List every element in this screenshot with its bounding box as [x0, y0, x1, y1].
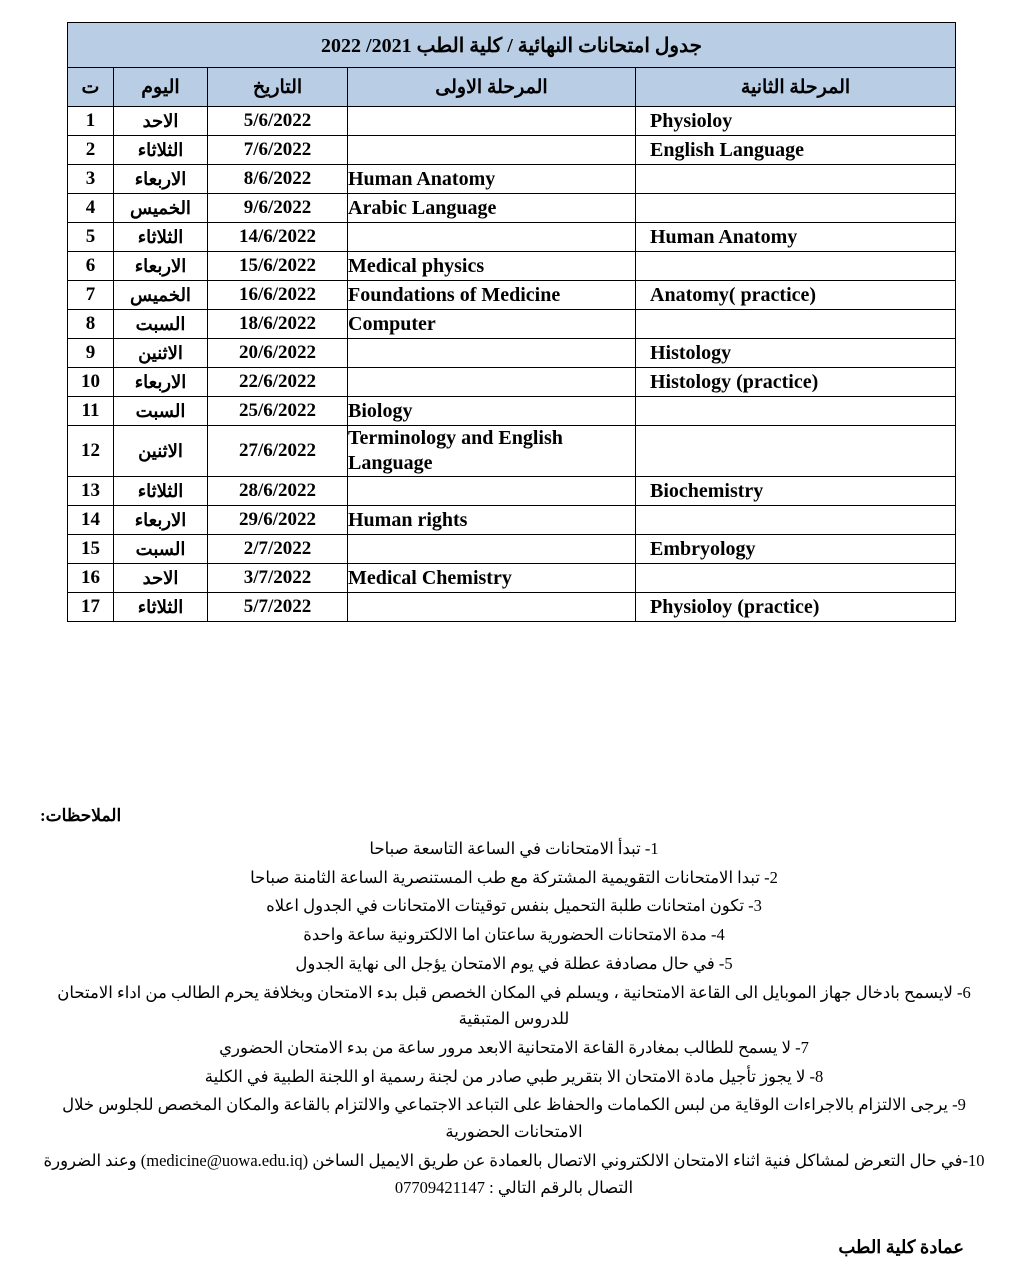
cell-date: 27/6/2022: [208, 426, 348, 477]
cell-stage1: [348, 593, 636, 622]
table-row: [67, 281, 955, 310]
cell-stage2: Histology: [636, 339, 956, 368]
cell-date: 20/6/2022: [208, 339, 348, 368]
cell-number: 3: [67, 165, 113, 194]
table-row: [67, 165, 955, 194]
cell-stage2: Anatomy( practice): [636, 281, 956, 310]
cell-date: 16/6/2022: [208, 281, 348, 310]
table-row: [67, 310, 955, 339]
cell-number: 2: [67, 136, 113, 165]
table-row: [67, 593, 955, 622]
cell-stage2: Human Anatomy: [636, 223, 956, 252]
cell-day: الاثنين: [114, 426, 208, 477]
table-row: [67, 506, 955, 535]
cell-date: 29/6/2022: [208, 506, 348, 535]
table-row: [67, 564, 955, 593]
cell-day: السبت: [114, 397, 208, 426]
cell-stage2: [636, 194, 956, 223]
cell-number: 14: [67, 506, 113, 535]
cell-stage2: [636, 506, 956, 535]
notes-title: الملاحظات:: [40, 806, 122, 825]
cell-stage1: Terminology and English Language: [348, 426, 636, 477]
cell-day: الثلاثاء: [114, 477, 208, 506]
cell-day: الاربعاء: [114, 252, 208, 281]
cell-stage1: [348, 136, 636, 165]
cell-date: 3/7/2022: [208, 564, 348, 593]
cell-date: 8/6/2022: [208, 165, 348, 194]
exam-schedule-table: [67, 22, 956, 622]
cell-date: 18/6/2022: [208, 310, 348, 339]
note-item: 6- لايسمح بادخال جهاز الموبايل الى القاعة الامتحانية ، ويسلم في المكان الخصص قبل بدء الامتحان وبخلافة يحرم الطالب من اداء الامتحان للدروس المتبقية: [57, 982, 971, 1029]
page-title: جدول امتحانات النهائية / كلية الطب 2021/ 2022: [67, 23, 955, 68]
cell-day: الخميس: [114, 194, 208, 223]
cell-day: السبت: [114, 535, 208, 564]
cell-number: 9: [67, 339, 113, 368]
cell-stage1: [348, 535, 636, 564]
table-row: [67, 397, 955, 426]
cell-number: 12: [67, 426, 113, 477]
cell-date: 7/6/2022: [208, 136, 348, 165]
cell-day: الاربعاء: [114, 506, 208, 535]
table-title-row: [67, 23, 955, 68]
cell-date: 9/6/2022: [208, 194, 348, 223]
column-header-day: اليوم: [114, 68, 208, 107]
note-item: 3- تكون امتحانات طلبة التحميل بنفس توقيتات الامتحانات في الجدول اعلاه: [266, 896, 762, 916]
cell-day: الثلاثاء: [114, 223, 208, 252]
table-row: [67, 136, 955, 165]
cell-number: 4: [67, 194, 113, 223]
column-header-no: ت: [67, 68, 113, 107]
notes-section: [0, 806, 1024, 1203]
cell-number: 17: [67, 593, 113, 622]
document-footer: عمادة كلية الطب: [838, 1237, 964, 1257]
cell-stage1: [348, 107, 636, 136]
note-item: 5- في حال مصادفة عطلة في يوم الامتحان يؤجل الى نهاية الجدول: [295, 953, 733, 973]
note-item: 1- تبدأ الامتحانات في الساعة التاسعة صباحا: [369, 839, 659, 858]
cell-day: الاربعاء: [114, 165, 208, 194]
cell-date: 5/7/2022: [208, 593, 348, 622]
cell-date: 5/6/2022: [208, 107, 348, 136]
column-header-stage2: المرحلة الثانية: [636, 68, 956, 107]
cell-stage2: [636, 165, 956, 194]
cell-stage1: [348, 223, 636, 252]
cell-stage2: [636, 310, 956, 339]
cell-date: 15/6/2022: [208, 252, 348, 281]
cell-day: السبت: [114, 310, 208, 339]
cell-date: 22/6/2022: [208, 368, 348, 397]
cell-date: 28/6/2022: [208, 477, 348, 506]
cell-date: 14/6/2022: [208, 223, 348, 252]
cell-stage2: Histology (practice): [636, 368, 956, 397]
cell-day: الخميس: [114, 281, 208, 310]
cell-stage2: English Language: [636, 136, 956, 165]
cell-day: الثلاثاء: [114, 136, 208, 165]
note-item: 2- تبدا الامتحانات التقويمية المشتركة مع طب المستنصرية الساعة الثامنة صباحا: [250, 867, 778, 887]
table-header-row: [67, 68, 955, 107]
cell-number: 10: [67, 368, 113, 397]
notes-list: [40, 836, 988, 1201]
exam-schedule-table-wrapper: [68, 22, 956, 622]
cell-date: 25/6/2022: [208, 397, 348, 426]
cell-day: الثلاثاء: [114, 593, 208, 622]
cell-stage1: Arabic Language: [348, 194, 636, 223]
cell-number: 16: [67, 564, 113, 593]
table-row: [67, 223, 955, 252]
note-item: 7- لا يسمح للطالب بمغادرة القاعة الامتحانية الابعد مرور ساعة من بدء الامتحان الحضوري: [219, 1038, 809, 1058]
cell-stage2: Physioloy: [636, 107, 956, 136]
cell-day: الاحد: [114, 107, 208, 136]
table-row: [67, 477, 955, 506]
cell-stage1: Human rights: [348, 506, 636, 535]
cell-stage2: Physioloy (practice): [636, 593, 956, 622]
cell-stage1: Computer: [348, 310, 636, 339]
table-row: [67, 535, 955, 564]
cell-number: 15: [67, 535, 113, 564]
cell-number: 5: [67, 223, 113, 252]
column-header-stage1: المرحلة الاولى: [348, 68, 636, 107]
cell-number: 1: [67, 107, 113, 136]
cell-stage2: [636, 397, 956, 426]
cell-stage1: Medical physics: [348, 252, 636, 281]
table-row: [67, 339, 955, 368]
cell-stage1: [348, 368, 636, 397]
table-row: [67, 107, 955, 136]
note-item: 10-في حال التعرض لمشاكل فنية اثناء الامتحان الالكتروني الاتصال بالعمادة عن طريق الايميل الساخن (medicine@uowa.edu.iq) وعند الضرورة التصال بالرقم التالي : 07709421147: [43, 1150, 985, 1197]
cell-day: الاثنين: [114, 339, 208, 368]
table-row: [67, 194, 955, 223]
table-row: [67, 252, 955, 281]
table-row: [67, 368, 955, 397]
cell-day: الاحد: [114, 564, 208, 593]
cell-number: 7: [67, 281, 113, 310]
cell-number: 8: [67, 310, 113, 339]
cell-stage2: [636, 564, 956, 593]
cell-stage2: Biochemistry: [636, 477, 956, 506]
cell-number: 6: [67, 252, 113, 281]
cell-number: 11: [67, 397, 113, 426]
cell-date: 2/7/2022: [208, 535, 348, 564]
table-row: [67, 426, 955, 477]
cell-stage1: [348, 477, 636, 506]
cell-number: 13: [67, 477, 113, 506]
note-item: 8- لا يجوز تأجيل مادة الامتحان الا بتقرير طبي صادر من لجنة رسمية او اللجنة الطبية في الكلية: [204, 1066, 824, 1086]
column-header-date: التاريخ: [208, 68, 348, 107]
note-item: 9- يرجى الالتزام بالاجراءات الوقاية من لبس الكمامات والحفاظ على التباعد الاجتماعي والالتزام بالقاعة والمكان المخصص للجلوس خلال الامتحانات الحضورية: [62, 1095, 966, 1142]
cell-stage2: [636, 252, 956, 281]
cell-stage1: [348, 339, 636, 368]
cell-stage1: Medical Chemistry: [348, 564, 636, 593]
note-item: 4- مدة الامتحانات الحضورية ساعتان اما الالكترونية ساعة واحدة: [303, 925, 725, 945]
cell-stage1: Foundations of Medicine: [348, 281, 636, 310]
cell-stage1: Human Anatomy: [348, 165, 636, 194]
cell-stage2: [636, 426, 956, 477]
cell-stage2: Embryology: [636, 535, 956, 564]
cell-stage1: Biology: [348, 397, 636, 426]
cell-day: الاربعاء: [114, 368, 208, 397]
